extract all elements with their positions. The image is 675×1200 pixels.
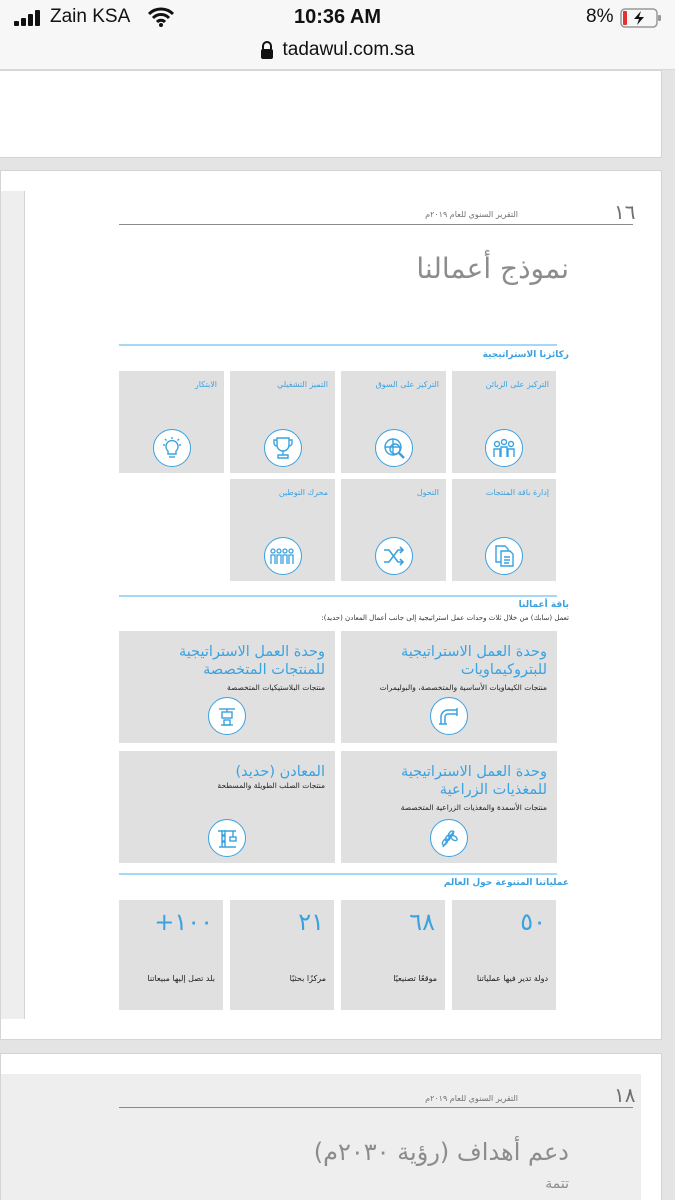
pillar-label: محرك التوطين xyxy=(278,488,328,497)
page-number: ١٨ xyxy=(614,1083,636,1107)
business-unit-desc: منتجات الصلب الطويلة والمسطحة xyxy=(217,781,325,790)
pillar-label: التميز التشغيلي xyxy=(277,380,328,389)
lock-icon xyxy=(260,41,274,59)
business-unit-tile xyxy=(119,751,335,863)
page-header-caption: التقرير السنوي للعام ٢٠١٩م xyxy=(425,210,518,219)
business-unit-title: المعادن (حديد) xyxy=(235,764,325,780)
lightbulb-icon xyxy=(153,429,191,467)
pipe-icon xyxy=(430,697,468,735)
section-title-pillars: ركائزنا الاستراتيجية xyxy=(482,350,569,360)
pillar-label: التركيز على الزبائن xyxy=(485,380,549,389)
stat-label: مركزًا بحثيًا xyxy=(289,974,326,983)
people-group-icon xyxy=(264,537,302,575)
stat-label: بلد تصل إليها مبيعاتنا xyxy=(147,974,215,983)
business-unit-title: وحدة العمل الاستراتيجية للمغذيات الزراعية xyxy=(401,764,547,798)
stat-value: +١٠٠ xyxy=(154,908,213,936)
business-unit-desc: منتجات الأسمدة والمغذيات الزراعية المتخصصة xyxy=(400,803,547,812)
shuffle-arrows-icon xyxy=(375,537,413,575)
business-unit-desc: منتجات الكيماويات الأساسية والمتخصصة، والبوليمرات xyxy=(379,683,547,692)
adjacent-page-edge xyxy=(1,191,25,1019)
page-title: دعم أهداف (رؤية ٢٠٣٠م) xyxy=(313,1138,569,1166)
pillar-label: التركيز على السوق xyxy=(375,380,439,389)
pillar-tile xyxy=(341,371,446,473)
machine-icon xyxy=(208,697,246,735)
stat-tile xyxy=(230,900,334,1010)
battery-percent: 8% xyxy=(586,6,614,27)
business-unit-tile xyxy=(341,751,557,863)
pillar-tile xyxy=(452,371,556,473)
business-unit-title: وحدة العمل الاستراتيجية للمنتجات المتخصصة xyxy=(179,644,325,678)
customers-icon xyxy=(485,429,523,467)
section-divider xyxy=(119,595,557,597)
section-title-portfolio: باقة أعمالنا xyxy=(518,600,569,610)
section-divider xyxy=(119,344,557,346)
business-unit-desc: منتجات البلاستيكيات المتخصصة xyxy=(226,683,325,692)
stat-label: دولة تدير فيها عملياتنا xyxy=(476,974,548,983)
url-text: tadawul.com.sa xyxy=(282,39,415,60)
battery-charging-icon xyxy=(620,8,662,28)
section-note: تعمل (سابك) من خلال ثلاث وحدات عمل استراتيجية إلى جانب أعمال المعادن (حديد): xyxy=(321,614,569,622)
trophy-icon xyxy=(264,429,302,467)
pillar-label: التحول xyxy=(416,488,439,497)
wheat-icon xyxy=(430,819,468,857)
business-unit-tile xyxy=(119,631,335,743)
pillar-tile xyxy=(119,371,224,473)
page-title: نموذج أعمالنا xyxy=(416,252,569,285)
pillar-tile xyxy=(230,371,335,473)
pillar-tile xyxy=(452,479,556,581)
pillar-label: إدارة باقة المنتجات xyxy=(485,488,549,497)
section-divider xyxy=(119,873,557,875)
carrier-name: Zain KSA xyxy=(50,6,131,27)
documents-icon xyxy=(485,537,523,575)
section-title-operations: عملياتنا المتنوعة حول العالم xyxy=(443,878,569,888)
clock: 10:36 AM xyxy=(293,6,382,28)
page-number: ١٦ xyxy=(614,200,636,224)
crane-icon xyxy=(208,819,246,857)
pillar-tile xyxy=(230,479,335,581)
market-magnifier-icon xyxy=(375,429,413,467)
business-unit-title: وحدة العمل الاستراتيجية للبتروكيماويات xyxy=(401,644,547,678)
pillar-tile xyxy=(341,479,446,581)
page-header-caption: التقرير السنوي للعام ٢٠١٩م xyxy=(425,1094,518,1103)
stat-value: ٥٠ xyxy=(520,908,546,936)
header-rule xyxy=(119,224,633,225)
stat-label: موقعًا تصنيعيًا xyxy=(393,974,437,983)
browser-status-bar xyxy=(0,0,675,70)
business-unit-tile xyxy=(341,631,557,743)
stat-value: ٦٨ xyxy=(409,908,435,936)
page-subtitle: تتمة xyxy=(545,1176,569,1192)
stat-tile xyxy=(341,900,445,1010)
stat-value: ٢١ xyxy=(298,908,324,936)
previous-page xyxy=(0,70,662,158)
address-bar[interactable] xyxy=(0,37,675,63)
stat-tile xyxy=(119,900,223,1010)
pillar-label: الابتكار xyxy=(194,380,217,389)
stat-tile xyxy=(452,900,556,1010)
header-rule xyxy=(119,1107,633,1108)
